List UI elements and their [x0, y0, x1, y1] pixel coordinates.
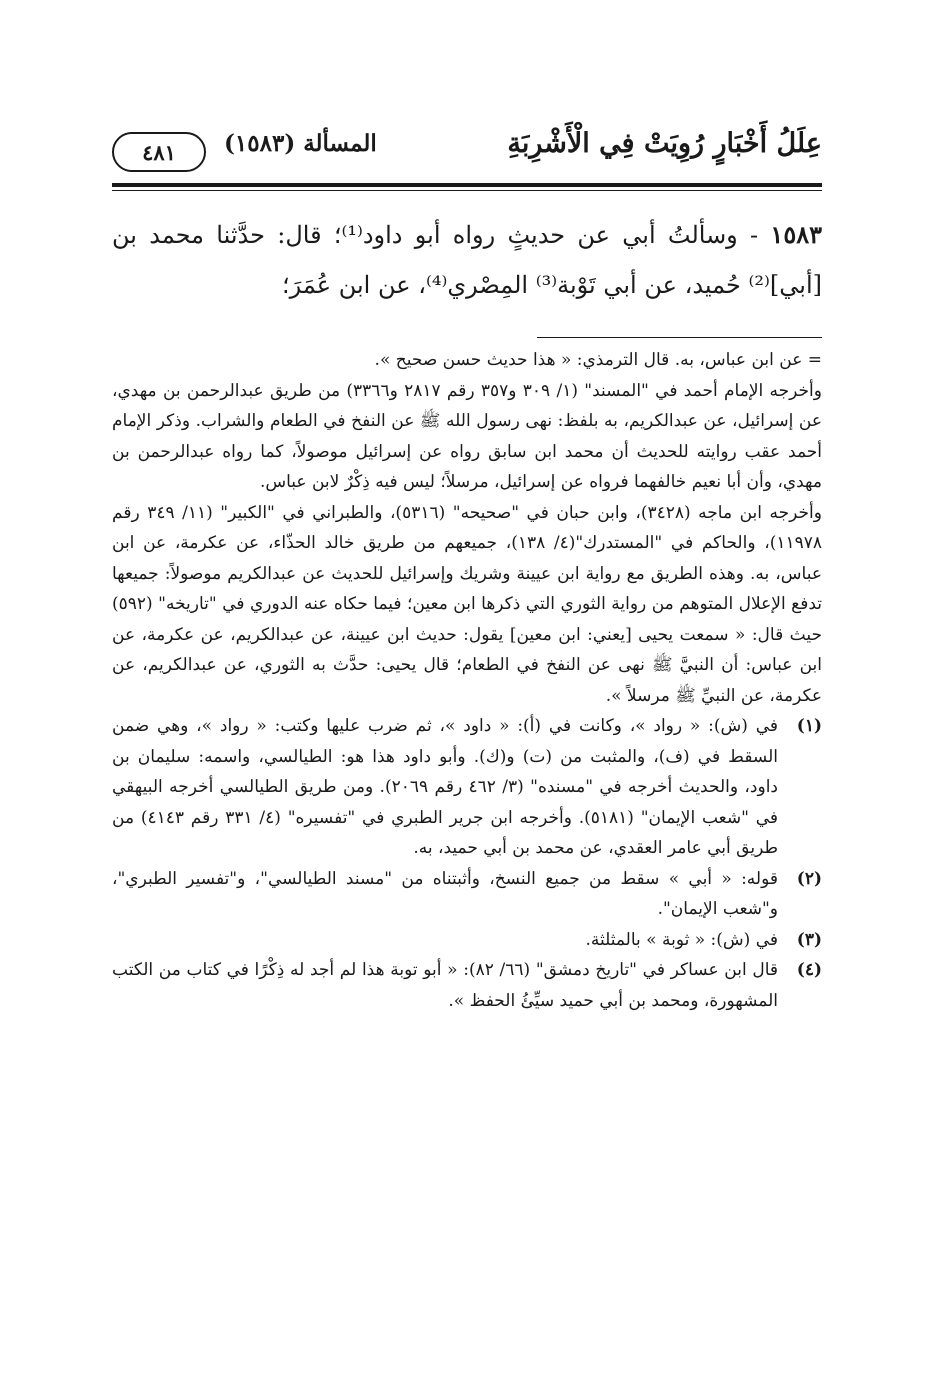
footnote-separator [537, 337, 822, 338]
footnote-text: في (ش): « ثوبة » بالمثلثة. [585, 929, 778, 950]
page-header [112, 128, 822, 178]
issue-number: ١٥٨٣ [770, 220, 822, 249]
issue-label: المسألة (١٥٨٣) [224, 130, 377, 157]
running-title: عِلَلُ أَخْبَارٍ رُوِيَتْ فِي الْأَشْرِبَةِ [507, 128, 822, 159]
footnote [112, 925, 822, 956]
footnote-marker: (٤) [796, 960, 822, 980]
main-text [112, 210, 822, 310]
header-rule-thick [112, 183, 822, 187]
footnote [112, 955, 822, 1016]
main-paragraph: - وسألتُ أبي عن حديثٍ رواه أبو داود⁽¹⁾؛ قال: حدَّثنا محمد بن [أبي]⁽²⁾ حُميد، عن أبي تَوْبة⁽³⁾ المِصْري⁽⁴⁾، عن ابن عُمَرَ؛ [112, 221, 822, 299]
footnote [112, 711, 822, 864]
continuation-paragraph: وأخرجه ابن ماجه (٣٤٢٨)، وابن حبان في "صحيحه" (٥٣١٦)، والطبراني في "الكبير" (١١/ ٣٤٩ رقم ١١٩٧٨)، والحاكم في "المستدرك"(٤/ ١٣٨)، جميعهم من طريق خالد الحذّاء، عن عكرمة، عن ابن عباس، به. وهذه الطريق مع رواية ابن عيينة وشريك وإسرائيل للحديث عن عبدالكريم موصولاً: جميعها تدفع الإعلال المتوهم من رواية الثوري التي ذكرها ابن معين؛ فيما حكاه عنه الدوري في "تاريخه" (٥٩٢) حيث قال: « سمعت يحيى [يعني: ابن معين] يقول: حديث ابن عيينة، عن عبدالكريم، عن عكرمة، عن ابن عباس: أن النبيَّ ﷺ نهى عن النفخ في الطعام؛ قال يحيى: حدَّث به الثوري، عن عبدالكريم، عن عكرمة، عن النبيِّ ﷺ مرسلاً ». [112, 502, 822, 706]
header-rule-thin [112, 190, 822, 191]
page-number: ٤٨١ [112, 132, 206, 172]
footnote-text: في (ش): « رواد »، وكانت في (أ): « داود »، ثم ضرب عليها وكتب: « رواد »، وهي ضمن السقط في (ف)، والمثبت من (ت) و(ك). وأبو داود هذا هو: الطيالسي، واسمه: سليمان بن داود، والحديث أخرجه في "مسنده" (٣/ ٤٦٢ رقم ٢٠٦٩). ومن طريق الطيالسي أخرجه البيهقي في "شعب الإيمان" (٥١٨١). وأخرجه ابن جرير الطبري في "تفسيره" (٤/ ٣٣١ رقم ٤١٤٣) من طريق أبي عامر العقدي، عن محمد بن أبي حميد، به. [112, 716, 778, 858]
continuation-paragraph: وأخرجه الإمام أحمد في "المسند" (١/ ٣٠٩ و٣٥٧ رقم ٢٨١٧ و٣٣٦٦) من طريق عبدالرحمن بن مهدي، عن إسرائيل، عن عبدالكريم، به بلفظ: نهى رسول الله ﷺ عن النفخ في الطعام والشراب. وذكر الإمام أحمد عقب روايته للحديث أن محمد ابن سابق رواه عن إسرائيل موصولاً، كما رواه عبدالرحمن بن مهدي، وأن أبا نعيم خالفهما فرواه عن إسرائيل، مرسلاً؛ ليس فيه ذِكْرٌ لابن عباس. [112, 380, 823, 492]
footnote-marker: (٢) [796, 868, 822, 889]
footnote-text: قوله: « أبي » سقط من جميع النسخ، وأثبتناه من "مسند الطيالسي"، و"تفسير الطبري"، و"شعب الإيمان". [112, 868, 778, 919]
footnote-text: قال ابن عساكر في "تاريخ دمشق" (٦٦/ ٨٢): « أبو توبة هذا لم أجد له ذِكْرًا في كتاب من الكتب المشهورة، ومحمد بن أبي حميد سيِّئُ الحفظ ». [112, 960, 779, 1011]
footnote [112, 864, 822, 925]
continuation-paragraph: = عن ابن عباس، به. قال الترمذي: « هذا حديث حسن صحيح ». [374, 350, 822, 370]
footnote-marker: (١) [796, 716, 822, 736]
footnote-marker: (٣) [796, 929, 822, 950]
footnotes-area [112, 345, 822, 1016]
